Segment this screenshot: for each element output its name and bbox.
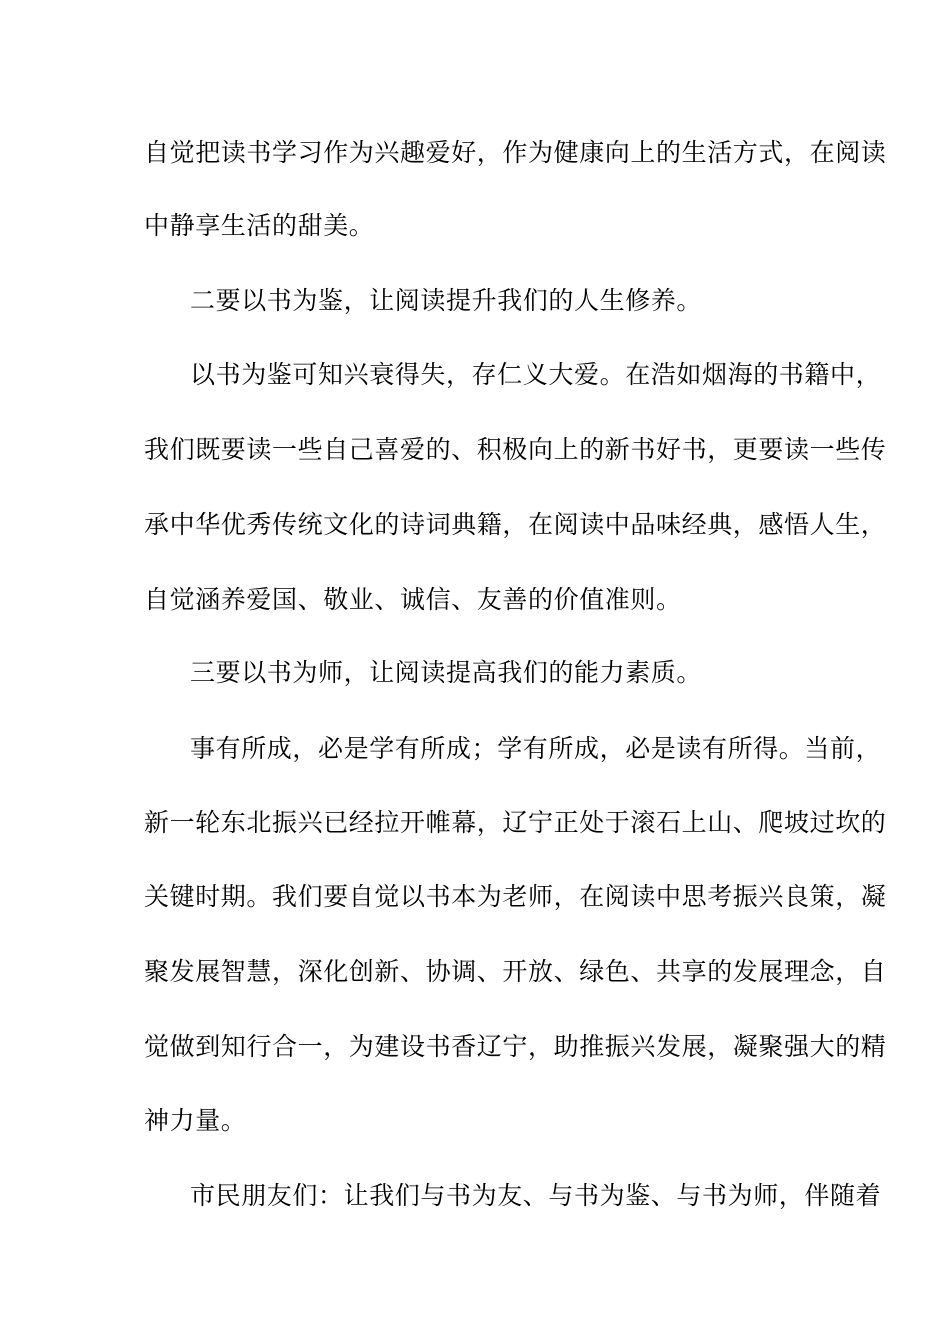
text-line: 二要以书为鉴，让阅读提升我们的人生修养。 [190, 286, 703, 315]
text-line: 事有所成，必是学有所成；学有所成，必是读有所得。当前， [190, 734, 882, 763]
text-line: 关键时期。我们要自觉以书本为老师，在阅读中思考振兴良策，凝 [144, 882, 887, 911]
text-line: 神力量。 [144, 1106, 247, 1135]
text-line: 新一轮东北振兴已经拉开帷幕，辽宁正处于滚石上山、爬坡过坎的 [144, 808, 887, 837]
text-line: 市民朋友们：让我们与书为友、与书为鉴、与书为师，伴随着 [190, 1181, 882, 1210]
text-line: 聚发展智慧，深化创新、协调、开放、绿色、共享的发展理念，自 [144, 957, 887, 986]
text-line: 自觉把读书学习作为兴趣爱好，作为健康向上的生活方式，在阅读 [144, 138, 887, 167]
text-line: 承中华优秀传统文化的诗词典籍，在阅读中品味经典，感悟人生， [144, 510, 887, 539]
text-line: 自觉涵养爱国、敬业、诚信、友善的价值准则。 [144, 585, 682, 614]
text-line: 中静享生活的甜美。 [144, 211, 375, 240]
text-line: 以书为鉴可知兴衰得失，存仁义大爱。在浩如烟海的书籍中， [190, 360, 882, 389]
text-line: 觉做到知行合一，为建设书香辽宁，助推振兴发展，凝聚强大的精 [144, 1032, 887, 1061]
text-line: 我们既要读一些自己喜爱的、积极向上的新书好书，更要读一些传 [144, 435, 887, 464]
text-line: 三要以书为师，让阅读提高我们的能力素质。 [190, 658, 703, 687]
